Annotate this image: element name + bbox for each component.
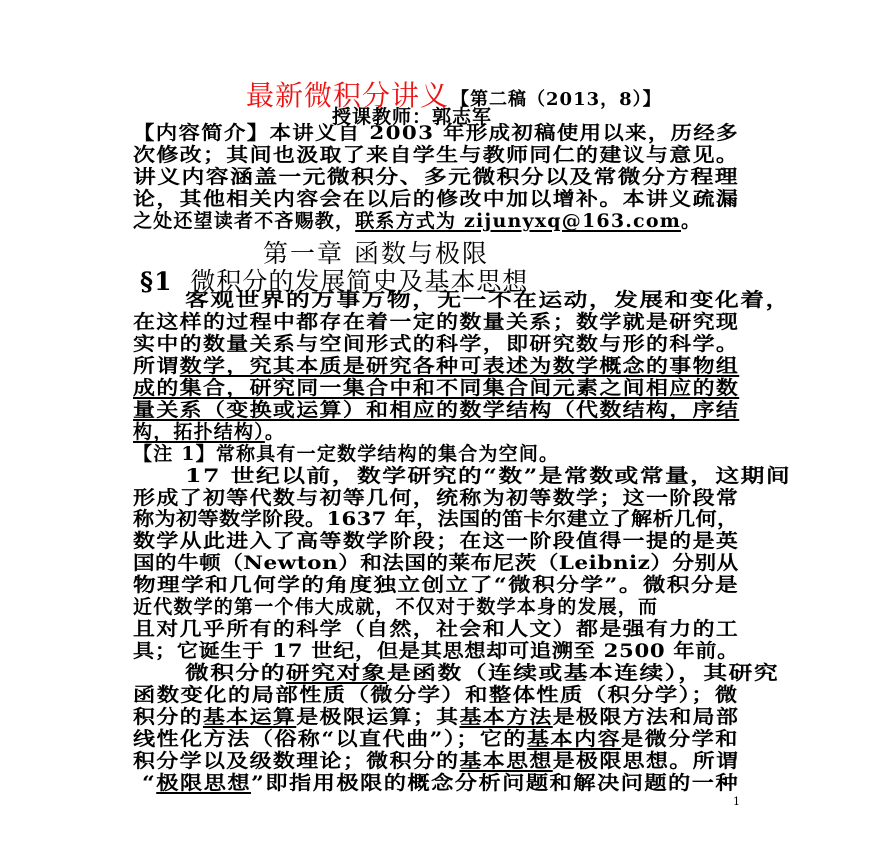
p3-text: 是微分学和: [621, 728, 739, 750]
p2-line-1: 17 世纪以前，数学研究的“数”是常数或常量，这期间: [185, 465, 792, 487]
p1-line-2: 在这样的过程中都存在着一定的数量关系；数学就是研究现: [133, 311, 740, 333]
p3-underlined: 基本运算: [202, 706, 297, 728]
chapter-title: 第一章 函数与极限: [263, 239, 489, 268]
p3-underlined: 基本内容: [526, 728, 622, 750]
p3-line-4: [133, 728, 739, 750]
note-1: [133, 433, 739, 465]
section-title: 微积分的发展简史及基本思想: [190, 267, 529, 296]
p1-underlined: 量关系（变换或运算）和相应的数学结构（代数结构，序结: [133, 399, 740, 421]
p1-underlined: 数学，究其本质是研究各种可表述为数学概念的事物组: [179, 355, 740, 377]
draft-note: 【第二稿（2013，8）】: [451, 89, 662, 110]
p2-line-2: 形成了初等代数与初等几何，统称为初等数学；这一阶段常: [133, 487, 740, 509]
p3-underlined: 基本思想: [459, 750, 553, 772]
p3-line-5: [133, 750, 739, 772]
p3-text: ”即指用极限的概念分析问题和解决问题的一种: [251, 772, 740, 794]
p3-text: 微积分的: [185, 662, 287, 684]
p3-text: 是极限方法和局部: [552, 706, 740, 728]
p3-text: 是函数（连续或基本连续），其研究: [387, 662, 780, 684]
intro-line-2: 次修改；其间也汲取了来自学生与教师同仁的建议与意见。: [133, 144, 740, 166]
intro-line-1: 【内容简介】本讲义自 2003 年形成初稿使用以来，历经多: [133, 122, 739, 144]
p1-line-3: 实中的数量关系与空间形式的科学，即研究数与形的科学。: [133, 333, 740, 355]
intro-period: 。: [681, 210, 702, 232]
intro-line-5: [133, 210, 739, 232]
p1-period: 。: [264, 421, 286, 443]
p2-line-4: 数学从此进入了高等数学阶段；在这一阶段值得一提的是英: [133, 530, 740, 552]
p1-underlined: 构，拓扑结构）: [133, 421, 265, 443]
intro-line-3: 讲义内容涵盖一元微积分、多元微积分以及常微分方程理: [133, 166, 740, 188]
p2-line-7: 近代数学的第一个伟大成就，不仅对于数学本身的发展，而: [133, 596, 659, 618]
p2-line-9: 具；它诞生于 17 世纪，但是其思想却可追溯至 2500 年前。: [133, 640, 739, 662]
p1-line-5: [133, 377, 739, 399]
p3-text: 积分的: [133, 706, 203, 728]
p3-text: 是极限思想。所谓: [552, 750, 740, 772]
intro-text: 之处还望读者不吝赐教，: [133, 210, 356, 232]
p1-underlined: 成的集合，研究同一集合中和不同集合间元素之间相应的数: [133, 377, 740, 399]
p3-text: 积分学以及级数理论；微积分的: [133, 750, 460, 772]
document-title: 最新微积分讲义: [246, 79, 450, 112]
p3-text: 线性化方法（俗称“以直代曲”）；它的: [133, 728, 527, 750]
intro-line-4: 论，其他相关内容会在以后的修改中加以增补。本讲义疏漏: [133, 188, 740, 210]
p3-line-3: [133, 706, 739, 728]
note-1-text: 【注 1】常称具有一定数学结构的集合为空间。: [133, 443, 560, 465]
teacher-line: 授课教师：郭志军: [332, 106, 493, 128]
p1-line-4: [133, 355, 739, 377]
p3-text: 是极限运算；其: [296, 706, 460, 728]
p3-underlined: 极限思想: [156, 772, 252, 794]
p1-text: 所谓: [133, 355, 180, 377]
p3-line-6: [142, 772, 739, 794]
p3-underlined: 研究对象: [286, 662, 388, 684]
page-number: 1: [733, 795, 740, 808]
contact-link[interactable]: 联系方式为 zijunyxq@163.com: [355, 210, 682, 232]
p1-line-6: [133, 399, 739, 421]
p2-line-5: 国的牛顿（Newton）和法国的莱布尼茨（Leibniz）分别从: [133, 552, 739, 574]
p2-line-8: 且对几乎所有的科学（自然，社会和人文）都是强有力的工: [133, 618, 740, 640]
section-mark: §1: [140, 267, 173, 296]
p3-line-2: 函数变化的局部性质（微分学）和整体性质（积分学）；微: [133, 684, 739, 706]
p3-underlined: 基本方法: [459, 706, 553, 728]
p1-line-1: 客观世界的万事万物，无一不在运动，发展和变化着，: [185, 289, 791, 311]
p2-line-3: 称为初等数学阶段。1637 年，法国的笛卡尔建立了解析几何，: [133, 508, 739, 530]
p3-text: “: [142, 772, 157, 794]
p3-line-1: [133, 662, 791, 684]
p2-line-6: 物理学和几何学的角度独立创立了“微积分学”。微积分是: [133, 574, 740, 596]
